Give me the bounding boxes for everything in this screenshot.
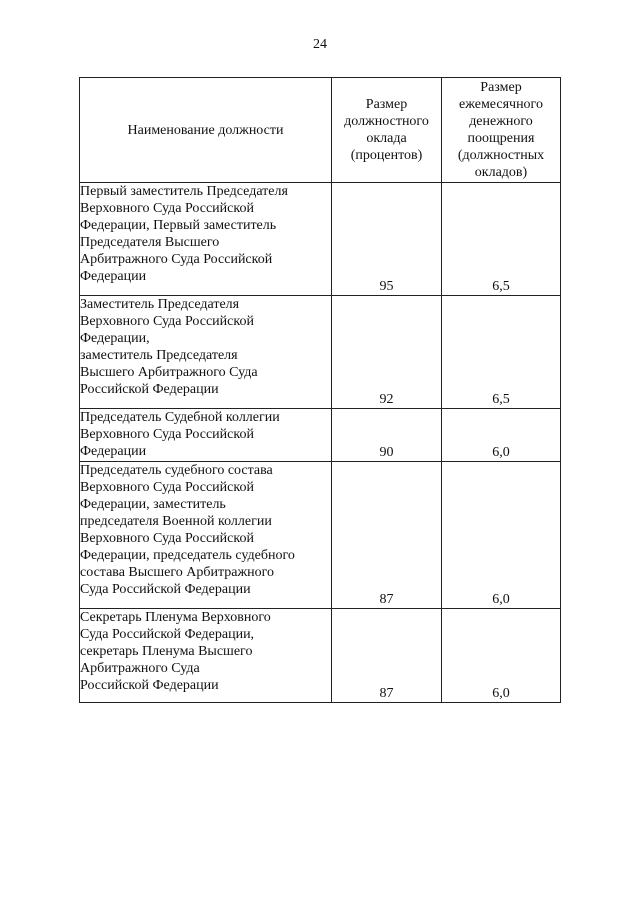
- position-name-line: Федерации, заместитель: [80, 497, 226, 512]
- position-name-line: Арбитражного Суда Российской: [80, 252, 273, 267]
- position-name-line: Верховного Суда Российской: [80, 201, 254, 216]
- position-name-line: Председателя Высшего: [80, 235, 220, 250]
- salary-table: [79, 77, 561, 703]
- header-bonus-line: поощрения: [467, 131, 535, 146]
- header-bonus-line: ежемесячного: [459, 97, 543, 112]
- bonus-value: 6,5: [442, 296, 561, 409]
- header-salary-line: (процентов): [350, 148, 423, 163]
- header-salary-line: оклада: [366, 131, 407, 146]
- position-name-line: председателя Военной коллегии: [80, 514, 272, 529]
- table-row: [80, 296, 561, 409]
- position-name-line: Федерации: [80, 444, 147, 459]
- table-row: [80, 183, 561, 296]
- position-name-line: Российской Федерации: [80, 382, 219, 397]
- position-name-line: Федерации: [80, 269, 147, 284]
- position-name-line: секретарь Пленума Высшего: [80, 644, 253, 659]
- position-name-line: Арбитражного Суда: [80, 661, 200, 676]
- salary-value: 90: [332, 409, 442, 462]
- position-name-line: Секретарь Пленума Верховного: [80, 610, 271, 625]
- table-row: [80, 609, 561, 703]
- position-name-line: состава Высшего Арбитражного: [80, 565, 275, 580]
- position-name-line: Верховного Суда Российской: [80, 427, 254, 442]
- position-name-line: Верховного Суда Российской: [80, 480, 254, 495]
- header-salary-line: Размер: [365, 97, 408, 112]
- table-row: [80, 462, 561, 609]
- position-name-line: Председатель судебного состава: [80, 463, 273, 478]
- position-name: [80, 183, 332, 296]
- header-bonus: [442, 78, 561, 183]
- salary-value: 87: [332, 609, 442, 703]
- position-name-line: Федерации, Первый заместитель: [80, 218, 277, 233]
- header-bonus-line: Размер: [480, 80, 522, 95]
- position-name: [80, 609, 332, 703]
- bonus-value: 6,0: [442, 462, 561, 609]
- salary-value: 95: [332, 183, 442, 296]
- bonus-value: 6,0: [442, 409, 561, 462]
- position-name-line: Федерации,: [80, 331, 150, 346]
- position-name: [80, 409, 332, 462]
- position-name: [80, 296, 332, 409]
- position-name-line: Высшего Арбитражного Суда: [80, 365, 258, 380]
- header-salary: [332, 78, 442, 183]
- header-bonus-line: денежного: [469, 114, 533, 129]
- table-header-row: [80, 78, 561, 183]
- bonus-value: 6,0: [442, 609, 561, 703]
- header-bonus-line: (должностных: [457, 148, 545, 163]
- bonus-value: 6,5: [442, 183, 561, 296]
- table-row: [80, 409, 561, 462]
- header-position: Наименование должности: [80, 78, 332, 183]
- page-number: 24: [313, 37, 327, 52]
- position-name-line: Первый заместитель Председателя: [80, 184, 288, 199]
- salary-value: 87: [332, 462, 442, 609]
- position-name-line: заместитель Председателя: [80, 348, 238, 363]
- position-name-line: Верховного Суда Российской: [80, 314, 254, 329]
- position-name-line: Верховного Суда Российской: [80, 531, 254, 546]
- position-name-line: Суда Российской Федерации: [80, 582, 251, 597]
- position-name-line: Суда Российской Федерации,: [80, 627, 255, 642]
- header-bonus-line: окладов): [474, 165, 528, 180]
- header-salary-line: должностного: [344, 114, 429, 129]
- position-name-line: Председатель Судебной коллегии: [80, 410, 280, 425]
- position-name-line: Российской Федерации: [80, 678, 219, 693]
- position-name-line: Федерации, председатель судебного: [80, 548, 295, 563]
- salary-value: 92: [332, 296, 442, 409]
- position-name-line: Заместитель Председателя: [80, 297, 240, 312]
- position-name: [80, 462, 332, 609]
